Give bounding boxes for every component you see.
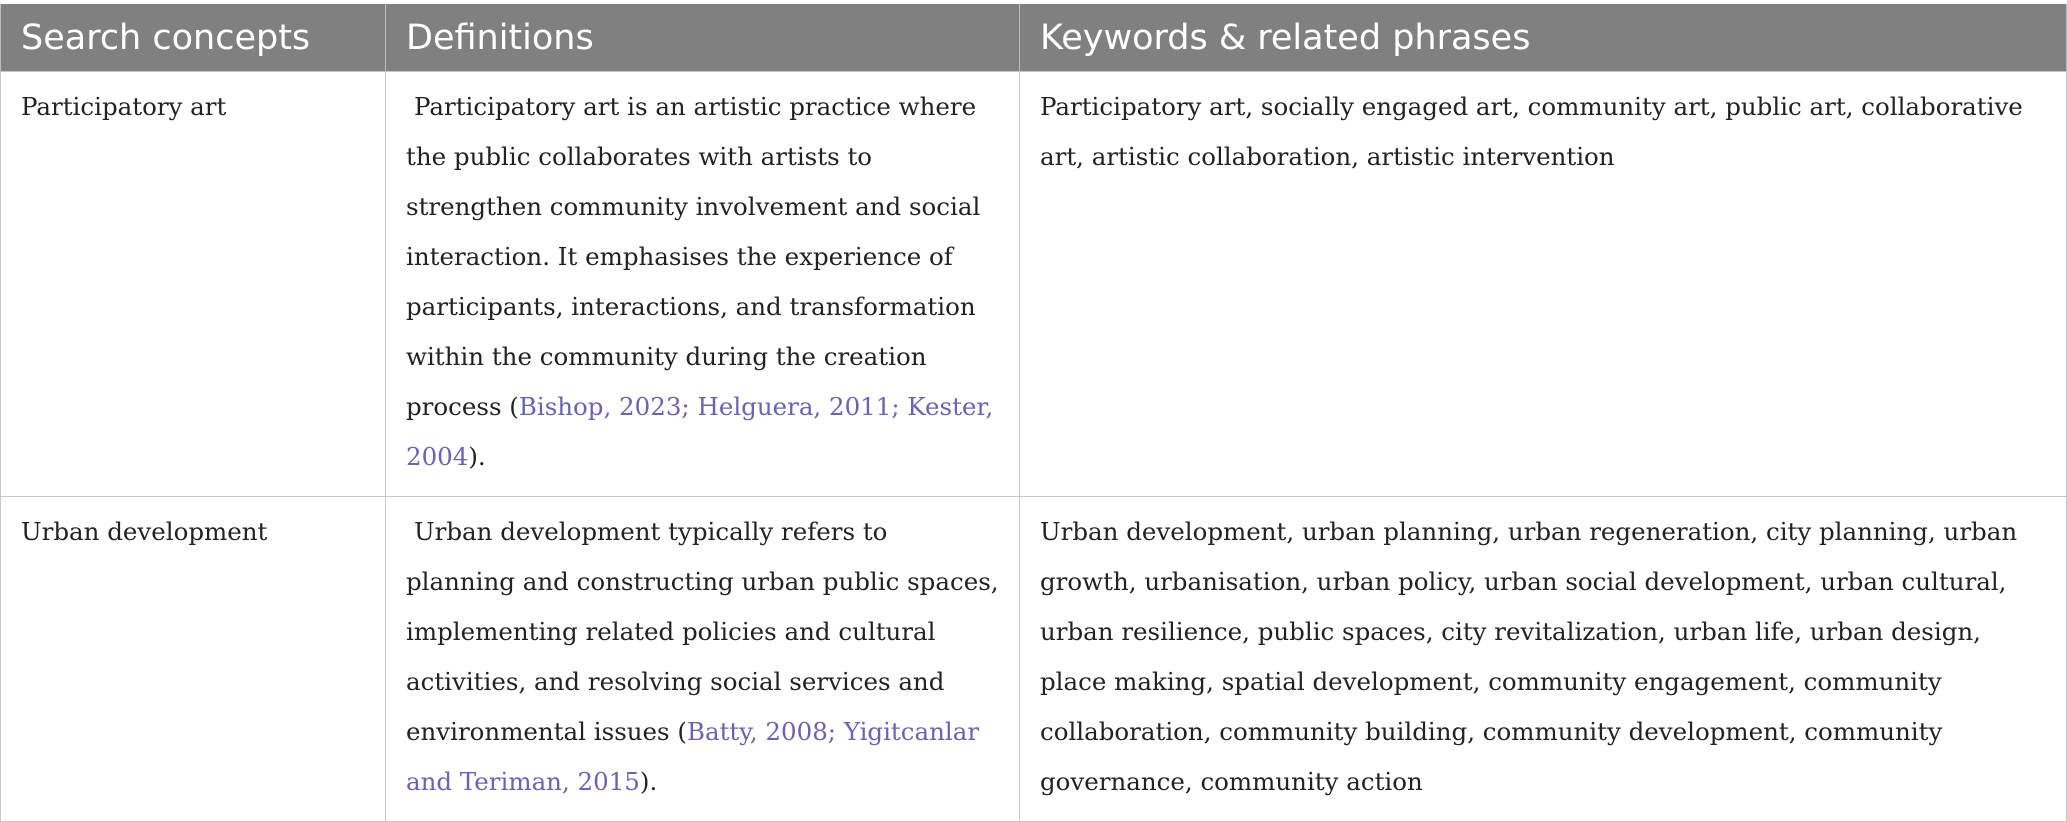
citation-link[interactable]: Bishop, 2023; Helguera, 2011; Kester, 2004	[406, 392, 994, 471]
concepts-table-container	[0, 4, 2066, 822]
table-row	[1, 72, 2067, 497]
definition-end: ).	[468, 442, 486, 471]
definition-end: ).	[639, 767, 658, 796]
keywords-cell: Urban development, urban planning, urban regeneration, city planning, urban growth, urbanisation, urban policy, urban social development, urban cultural, urban resilience, public spaces, city revitalization, urban life, urban design, place making, spatial development, community engagement, community collaboration, community building, community development, community governance, community action	[1020, 497, 2067, 822]
table-row	[1, 497, 2067, 822]
table-header-row	[1, 4, 2067, 72]
concept-cell: Participatory art	[1, 72, 386, 497]
citation-link[interactable]: Batty, 2008; Yigitcanlar and Teriman, 2015	[406, 717, 980, 796]
concept-cell: Urban development	[1, 497, 386, 822]
definition-text: Urban development typically refers to planning and constructing urban public spaces, implementing related policies and cultural activities, and resolving social services and environmental issues (	[406, 517, 999, 746]
keywords-cell: Participatory art, socially engaged art, community art, public art, collaborative art, artistic collaboration, artistic intervention	[1020, 72, 2067, 497]
definition-cell	[386, 497, 1020, 822]
header-search-concepts: Search concepts	[1, 4, 386, 72]
header-keywords: Keywords & related phrases	[1020, 4, 2067, 72]
header-definitions: Definitions	[386, 4, 1020, 72]
definition-text: Participatory art is an artistic practice where the public collaborates with artists to strengthen community involvement and social interaction. It emphasises the experience of participants, interactions, and transformation within the community during the creation process (	[406, 92, 981, 421]
search-concepts-table	[0, 4, 2067, 822]
definition-cell	[386, 72, 1020, 497]
